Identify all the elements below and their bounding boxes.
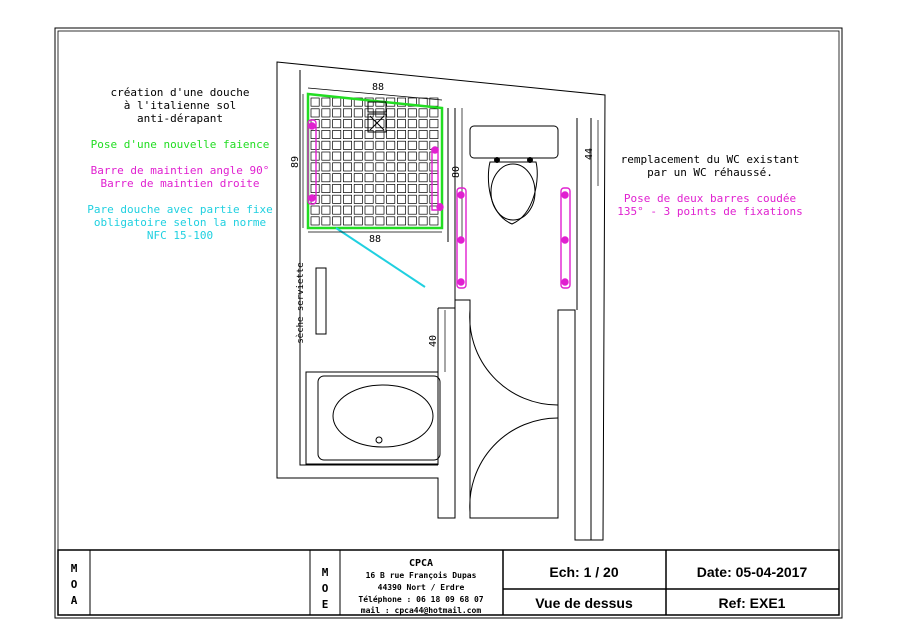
tile <box>333 98 341 106</box>
tile <box>376 141 384 149</box>
tile <box>376 152 384 160</box>
tile <box>365 217 373 225</box>
notes-left <box>87 86 272 242</box>
tile <box>322 195 330 203</box>
tile <box>376 195 384 203</box>
tile <box>354 109 362 117</box>
tile <box>430 174 438 182</box>
dim-shower-width-bottom: 88 <box>368 234 382 245</box>
date-label: Date: 05-04-2017 <box>696 564 808 580</box>
tile <box>376 184 384 192</box>
tile <box>311 130 319 138</box>
tile <box>322 184 330 192</box>
tile <box>365 120 373 128</box>
tile <box>322 141 330 149</box>
tile <box>311 98 319 106</box>
notes-right <box>617 153 802 218</box>
tile <box>322 98 330 106</box>
tile <box>333 130 341 138</box>
tile <box>376 109 384 117</box>
tile <box>408 206 416 214</box>
tile <box>354 217 362 225</box>
tile <box>365 141 373 149</box>
wc-right-wall <box>577 118 591 540</box>
tile <box>333 217 341 225</box>
tile <box>387 130 395 138</box>
tile <box>397 141 405 149</box>
tile <box>333 109 341 117</box>
tile <box>322 120 330 128</box>
tile <box>333 195 341 203</box>
tile <box>408 184 416 192</box>
tile <box>397 184 405 192</box>
note-screen-line2: obligatoire selon la norme <box>93 216 267 229</box>
dim-door-gap: 40 <box>428 334 439 348</box>
tile <box>397 195 405 203</box>
grab-bar-shower-angle <box>432 148 442 210</box>
doors <box>470 310 558 512</box>
tile <box>343 163 351 171</box>
note-bars-line2: 135° - 3 points de fixations <box>617 205 803 218</box>
tile <box>419 195 427 203</box>
tile <box>408 109 416 117</box>
tile <box>419 217 427 225</box>
tile <box>419 109 427 117</box>
tile <box>365 174 373 182</box>
tile <box>333 163 341 171</box>
tile <box>397 109 405 117</box>
dim-shower-depth: 89 <box>290 155 301 169</box>
tile <box>365 195 373 203</box>
note-bars-line1: Pose de deux barres coudée <box>623 192 797 205</box>
tile <box>354 141 362 149</box>
tile <box>354 174 362 182</box>
note-bar-line2: Barre de maintien droite <box>100 177 260 190</box>
tile <box>354 206 362 214</box>
tile <box>365 163 373 171</box>
tile <box>408 152 416 160</box>
towel-dryer-label: sèche serviette <box>296 262 306 344</box>
tile <box>322 152 330 160</box>
tile <box>397 174 405 182</box>
moe-label <box>322 566 329 611</box>
tile <box>430 184 438 192</box>
tile <box>397 152 405 160</box>
shower-tile-grid <box>311 98 438 225</box>
tile <box>397 120 405 128</box>
moe-letter-1: M <box>321 566 329 579</box>
tile <box>354 163 362 171</box>
tile <box>343 109 351 117</box>
tile <box>419 141 427 149</box>
moe-letter-2: O <box>321 582 329 595</box>
company-name: CPCA <box>408 558 434 569</box>
tile <box>354 195 362 203</box>
tile <box>343 141 351 149</box>
tile <box>343 174 351 182</box>
tile <box>333 120 341 128</box>
wc-toilet <box>470 126 558 224</box>
dim-wc-clearance: 44 <box>584 147 595 161</box>
view-label: Vue de dessus <box>535 595 633 611</box>
company-email: mail : cpca44@hotmail.com <box>360 606 482 615</box>
towel-dryer <box>316 268 326 334</box>
tile <box>430 195 438 203</box>
tile <box>322 109 330 117</box>
note-shower-line3: anti-dérapant <box>136 112 224 125</box>
note-tiling: Pose d'une nouvelle faience <box>90 138 270 151</box>
tile <box>387 141 395 149</box>
tile <box>322 130 330 138</box>
tile <box>343 120 351 128</box>
note-wc-line1: remplacement du WC existant <box>620 153 800 166</box>
tile <box>333 141 341 149</box>
tile <box>430 163 438 171</box>
company-info <box>358 558 483 615</box>
tile <box>311 109 319 117</box>
tile <box>343 130 351 138</box>
tile <box>387 120 395 128</box>
washbasin <box>306 372 440 464</box>
tile <box>408 120 416 128</box>
tile <box>419 184 427 192</box>
dim-shower-width-top: 88 <box>371 82 385 93</box>
dim-bar-height: 80 <box>451 165 462 179</box>
tile <box>397 163 405 171</box>
note-screen-line1: Pare douche avec partie fixe <box>87 203 273 216</box>
tile <box>387 217 395 225</box>
tile <box>408 163 416 171</box>
tile <box>343 217 351 225</box>
tile <box>343 152 351 160</box>
tile <box>419 206 427 214</box>
tile <box>387 109 395 117</box>
tile <box>311 217 319 225</box>
tile <box>311 206 319 214</box>
tile <box>376 217 384 225</box>
tile <box>322 206 330 214</box>
tile <box>387 163 395 171</box>
tile <box>354 184 362 192</box>
ref-label: Ref: EXE1 <box>718 595 786 611</box>
moa-letter-3: A <box>70 594 78 607</box>
tile <box>333 174 341 182</box>
tile <box>365 206 373 214</box>
tile <box>397 217 405 225</box>
tile <box>343 184 351 192</box>
tile <box>408 174 416 182</box>
moa-letter-2: O <box>70 578 78 591</box>
tile <box>430 109 438 117</box>
tile <box>354 152 362 160</box>
door-lower <box>470 418 558 512</box>
note-bar-line1: Barre de maintien angle 90° <box>90 164 270 177</box>
door-upper <box>470 310 558 405</box>
tile <box>397 130 405 138</box>
tile <box>387 174 395 182</box>
tile <box>354 120 362 128</box>
tile <box>322 217 330 225</box>
tile <box>376 206 384 214</box>
note-shower-line2: à l'italienne sol <box>123 99 237 112</box>
tile <box>430 120 438 128</box>
tile <box>376 163 384 171</box>
tile <box>419 130 427 138</box>
tile <box>333 152 341 160</box>
tile <box>343 195 351 203</box>
partition-wall <box>448 108 470 300</box>
tile <box>419 120 427 128</box>
tile <box>322 174 330 182</box>
tile <box>419 163 427 171</box>
moa-letter-1: M <box>70 562 78 575</box>
tile <box>430 217 438 225</box>
company-address2: 44390 Nort / Erdre <box>377 583 465 592</box>
tile <box>322 163 330 171</box>
tile <box>343 206 351 214</box>
tile <box>387 152 395 160</box>
company-phone: Téléphone : 06 18 09 68 07 <box>358 595 484 604</box>
tile <box>365 184 373 192</box>
note-shower-line1: création d'une douche <box>110 86 250 99</box>
tile <box>354 130 362 138</box>
tile <box>365 152 373 160</box>
lower-partition <box>438 308 455 518</box>
scale-label: Ech: 1 / 20 <box>549 564 619 580</box>
note-screen-line3: NFC 15-100 <box>146 229 214 242</box>
tile <box>311 141 319 149</box>
moa-label <box>71 562 78 607</box>
tile <box>333 206 341 214</box>
tile <box>419 174 427 182</box>
tile <box>408 130 416 138</box>
moe-letter-3: E <box>321 598 329 611</box>
tile <box>376 174 384 182</box>
tile <box>408 141 416 149</box>
tile <box>333 184 341 192</box>
tile <box>311 163 319 171</box>
tile <box>419 152 427 160</box>
tile <box>387 195 395 203</box>
tile <box>311 152 319 160</box>
tile <box>387 206 395 214</box>
tile <box>311 184 319 192</box>
tile <box>430 130 438 138</box>
note-wc-line2: par un WC réhaussé. <box>647 166 773 179</box>
tile <box>387 184 395 192</box>
company-address1: 16 B rue François Dupas <box>365 571 477 580</box>
tile <box>397 206 405 214</box>
tile <box>311 174 319 182</box>
tile <box>408 195 416 203</box>
tile <box>365 109 373 117</box>
tile <box>408 217 416 225</box>
